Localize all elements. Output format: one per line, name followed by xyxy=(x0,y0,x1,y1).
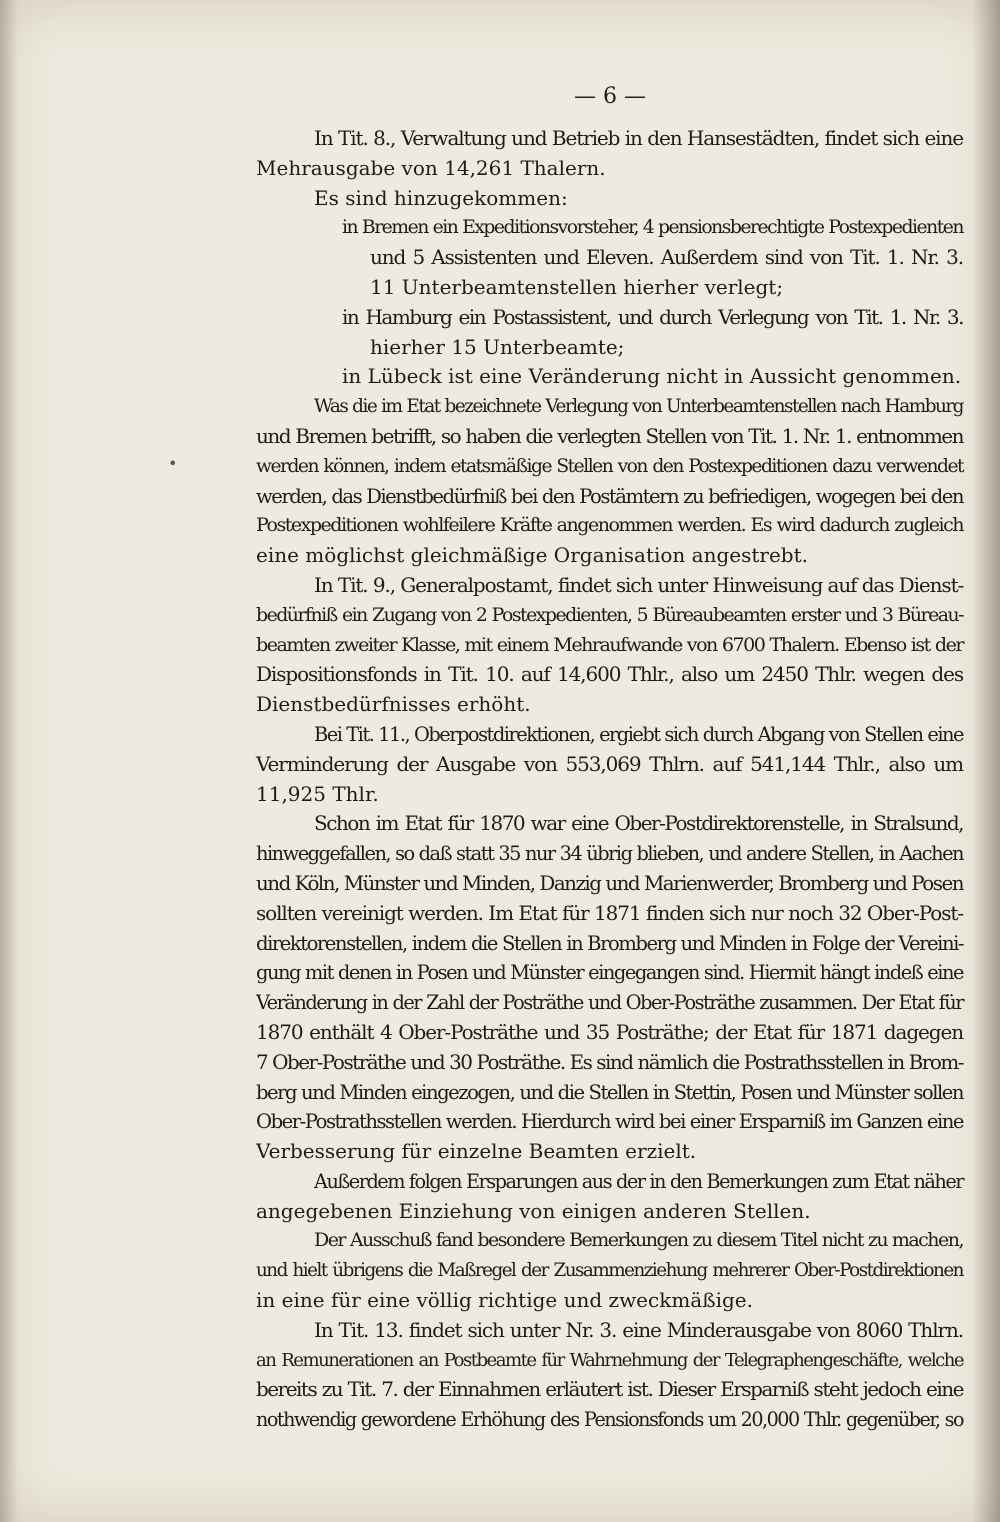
text-line: Außerdem folgen Ersparungen aus der in den Bemerkungen zum Etat näher xyxy=(314,1169,963,1193)
text-line: an Remunerationen an Postbeamte für Wahrnehmung der Telegraphengeschäfte, welche xyxy=(256,1349,963,1371)
text-line: Der Ausschuß fand besondere Bemerkungen zu diesem Titel nicht zu machen, xyxy=(314,1229,963,1252)
text-line: und hielt übrigens die Maßregel der Zusammenziehung mehrerer Ober-Postdirektionen xyxy=(256,1260,963,1282)
text-line: In Tit. 13. findet sich unter Nr. 3. eine Minderausgabe von 8060 Thlrn. xyxy=(314,1317,963,1342)
page-number: — 6 — xyxy=(574,84,646,109)
page-edge-shadow-left xyxy=(0,0,18,1522)
text-line: Verminderung der Ausgabe von 553,069 Thlrn. auf 541,144 Thlr., also um xyxy=(256,751,963,776)
text-line: angegebenen Einziehung von einigen anderen Stellen. xyxy=(256,1198,811,1223)
text-line: und Köln, Münster und Minden, Danzig und Marienwerder, Bromberg und Posen xyxy=(256,871,963,895)
text-line: Bei Tit. 11., Oberpostdirektionen, ergiebt sich durch Abgang von Stellen eine xyxy=(314,722,963,746)
text-line: Dienstbedürfnisses erhöht. xyxy=(256,692,531,717)
text-line: Was die im Etat bezeichnete Verlegung von Unterbeamtenstellen nach Hamburg xyxy=(314,396,963,418)
text-line: In Tit. 8., Verwaltung und Betrieb in den Hansestädten, findet sich eine xyxy=(314,126,963,150)
body-text xyxy=(256,124,963,1435)
text-line: Dispositionsfonds in Tit. 10. auf 14,600 Thlr., also um 2450 Thlr. wegen des xyxy=(256,662,963,687)
text-line: In Tit. 9., Generalpostamt, findet sich unter Hinweisung auf das Dienst- xyxy=(314,572,964,597)
text-line: gung mit denen in Posen und Münster eingegangen sind. Hiermit hängt indeß eine xyxy=(256,961,963,985)
text-line: bereits zu Tit. 7. der Einnahmen erläutert ist. Dieser Ersparniß steht jedoch eine xyxy=(256,1377,963,1402)
text-line: 11 Unterbeamtenstellen hierher verlegt; xyxy=(370,274,784,299)
text-line: nothwendig gewordene Erhöhung des Pensionsfonds um 20,000 Thlr. gegenüber, so xyxy=(256,1408,963,1432)
text-line: direktorenstellen, indem die Stellen in Bromberg und Minden in Folge der Vereini- xyxy=(256,931,963,955)
text-line: bedürfniß ein Zugang von 2 Postexpedienten, 5 Büreaubeamten erster und 3 Büreau- xyxy=(256,603,963,626)
text-line: Veränderung in der Zahl der Posträthe und Ober-Posträthe zusammen. Der Etat für xyxy=(256,991,963,1015)
text-line: 1870 enthält 4 Ober-Posträthe und 35 Posträthe; der Etat für 1871 dagegen xyxy=(256,1019,963,1044)
text-line: und 5 Assistenten und Eleven. Außerdem sind von Tit. 1. Nr. 3. xyxy=(370,245,963,270)
text-line: sollten vereinigt werden. Im Etat für 1871 finden sich nur noch 32 Ober-Post- xyxy=(256,900,963,925)
text-line: Schon im Etat für 1870 war eine Ober-Postdirektorenstelle, in Stralsund, xyxy=(314,811,963,836)
text-line: Mehrausgabe von 14,261 Thalern. xyxy=(256,155,606,180)
text-line: eine möglichst gleichmäßige Organisation angestrebt. xyxy=(256,543,809,568)
text-line: in eine für eine völlig richtige und zweckmäßige. xyxy=(256,1288,753,1313)
margin-mark: • xyxy=(168,454,178,473)
text-line: in Lübeck ist eine Veränderung nicht in Aussicht genommen. xyxy=(342,364,962,389)
text-line: in Hamburg ein Postassistent, und durch Verlegung von Tit. 1. Nr. 3. xyxy=(342,304,963,329)
text-line: in Bremen ein Expeditionsvorsteher, 4 pensionsberechtigte Postexpedienten xyxy=(342,217,963,239)
text-line: Postexpeditionen wohlfeilere Kräfte angenommen werden. Es wird dadurch zugleich xyxy=(256,514,963,537)
text-line: hierher 15 Unterbeamte; xyxy=(370,334,625,359)
text-line: 11,925 Thlr. xyxy=(256,781,379,806)
text-line: berg und Minden eingezogen, und die Stellen in Stettin, Posen und Münster sollen xyxy=(256,1080,963,1104)
text-line: beamten zweiter Klasse, mit einem Mehraufwande von 6700 Thalern. Ebenso ist der xyxy=(256,633,963,656)
text-line: 7 Ober-Posträthe und 30 Posträthe. Es sind nämlich die Postrathsstellen in Brom- xyxy=(256,1049,963,1074)
text-line: Es sind hinzugekommen: xyxy=(314,185,568,210)
text-line: Ober-Postrathsstellen werden. Hierdurch wird bei einer Ersparniß im Ganzen eine xyxy=(256,1110,963,1134)
text-line: werden, das Dienstbedürfniß bei den Postämtern zu befriedigen, wogegen bei den xyxy=(256,484,963,508)
page-edge-shadow-right xyxy=(972,0,1000,1522)
text-line: hinweggefallen, so daß statt 35 nur 34 übrig blieben, und andere Stellen, in Aachen xyxy=(256,842,963,866)
text-line: Verbesserung für einzelne Beamten erzielt. xyxy=(256,1139,697,1164)
text-line: werden können, indem etatsmäßige Stellen von den Postexpeditionen dazu verwendet xyxy=(256,455,963,477)
text-line: und Bremen betrifft, so haben die verlegten Stellen von Tit. 1. Nr. 1. entnommen xyxy=(256,423,963,448)
